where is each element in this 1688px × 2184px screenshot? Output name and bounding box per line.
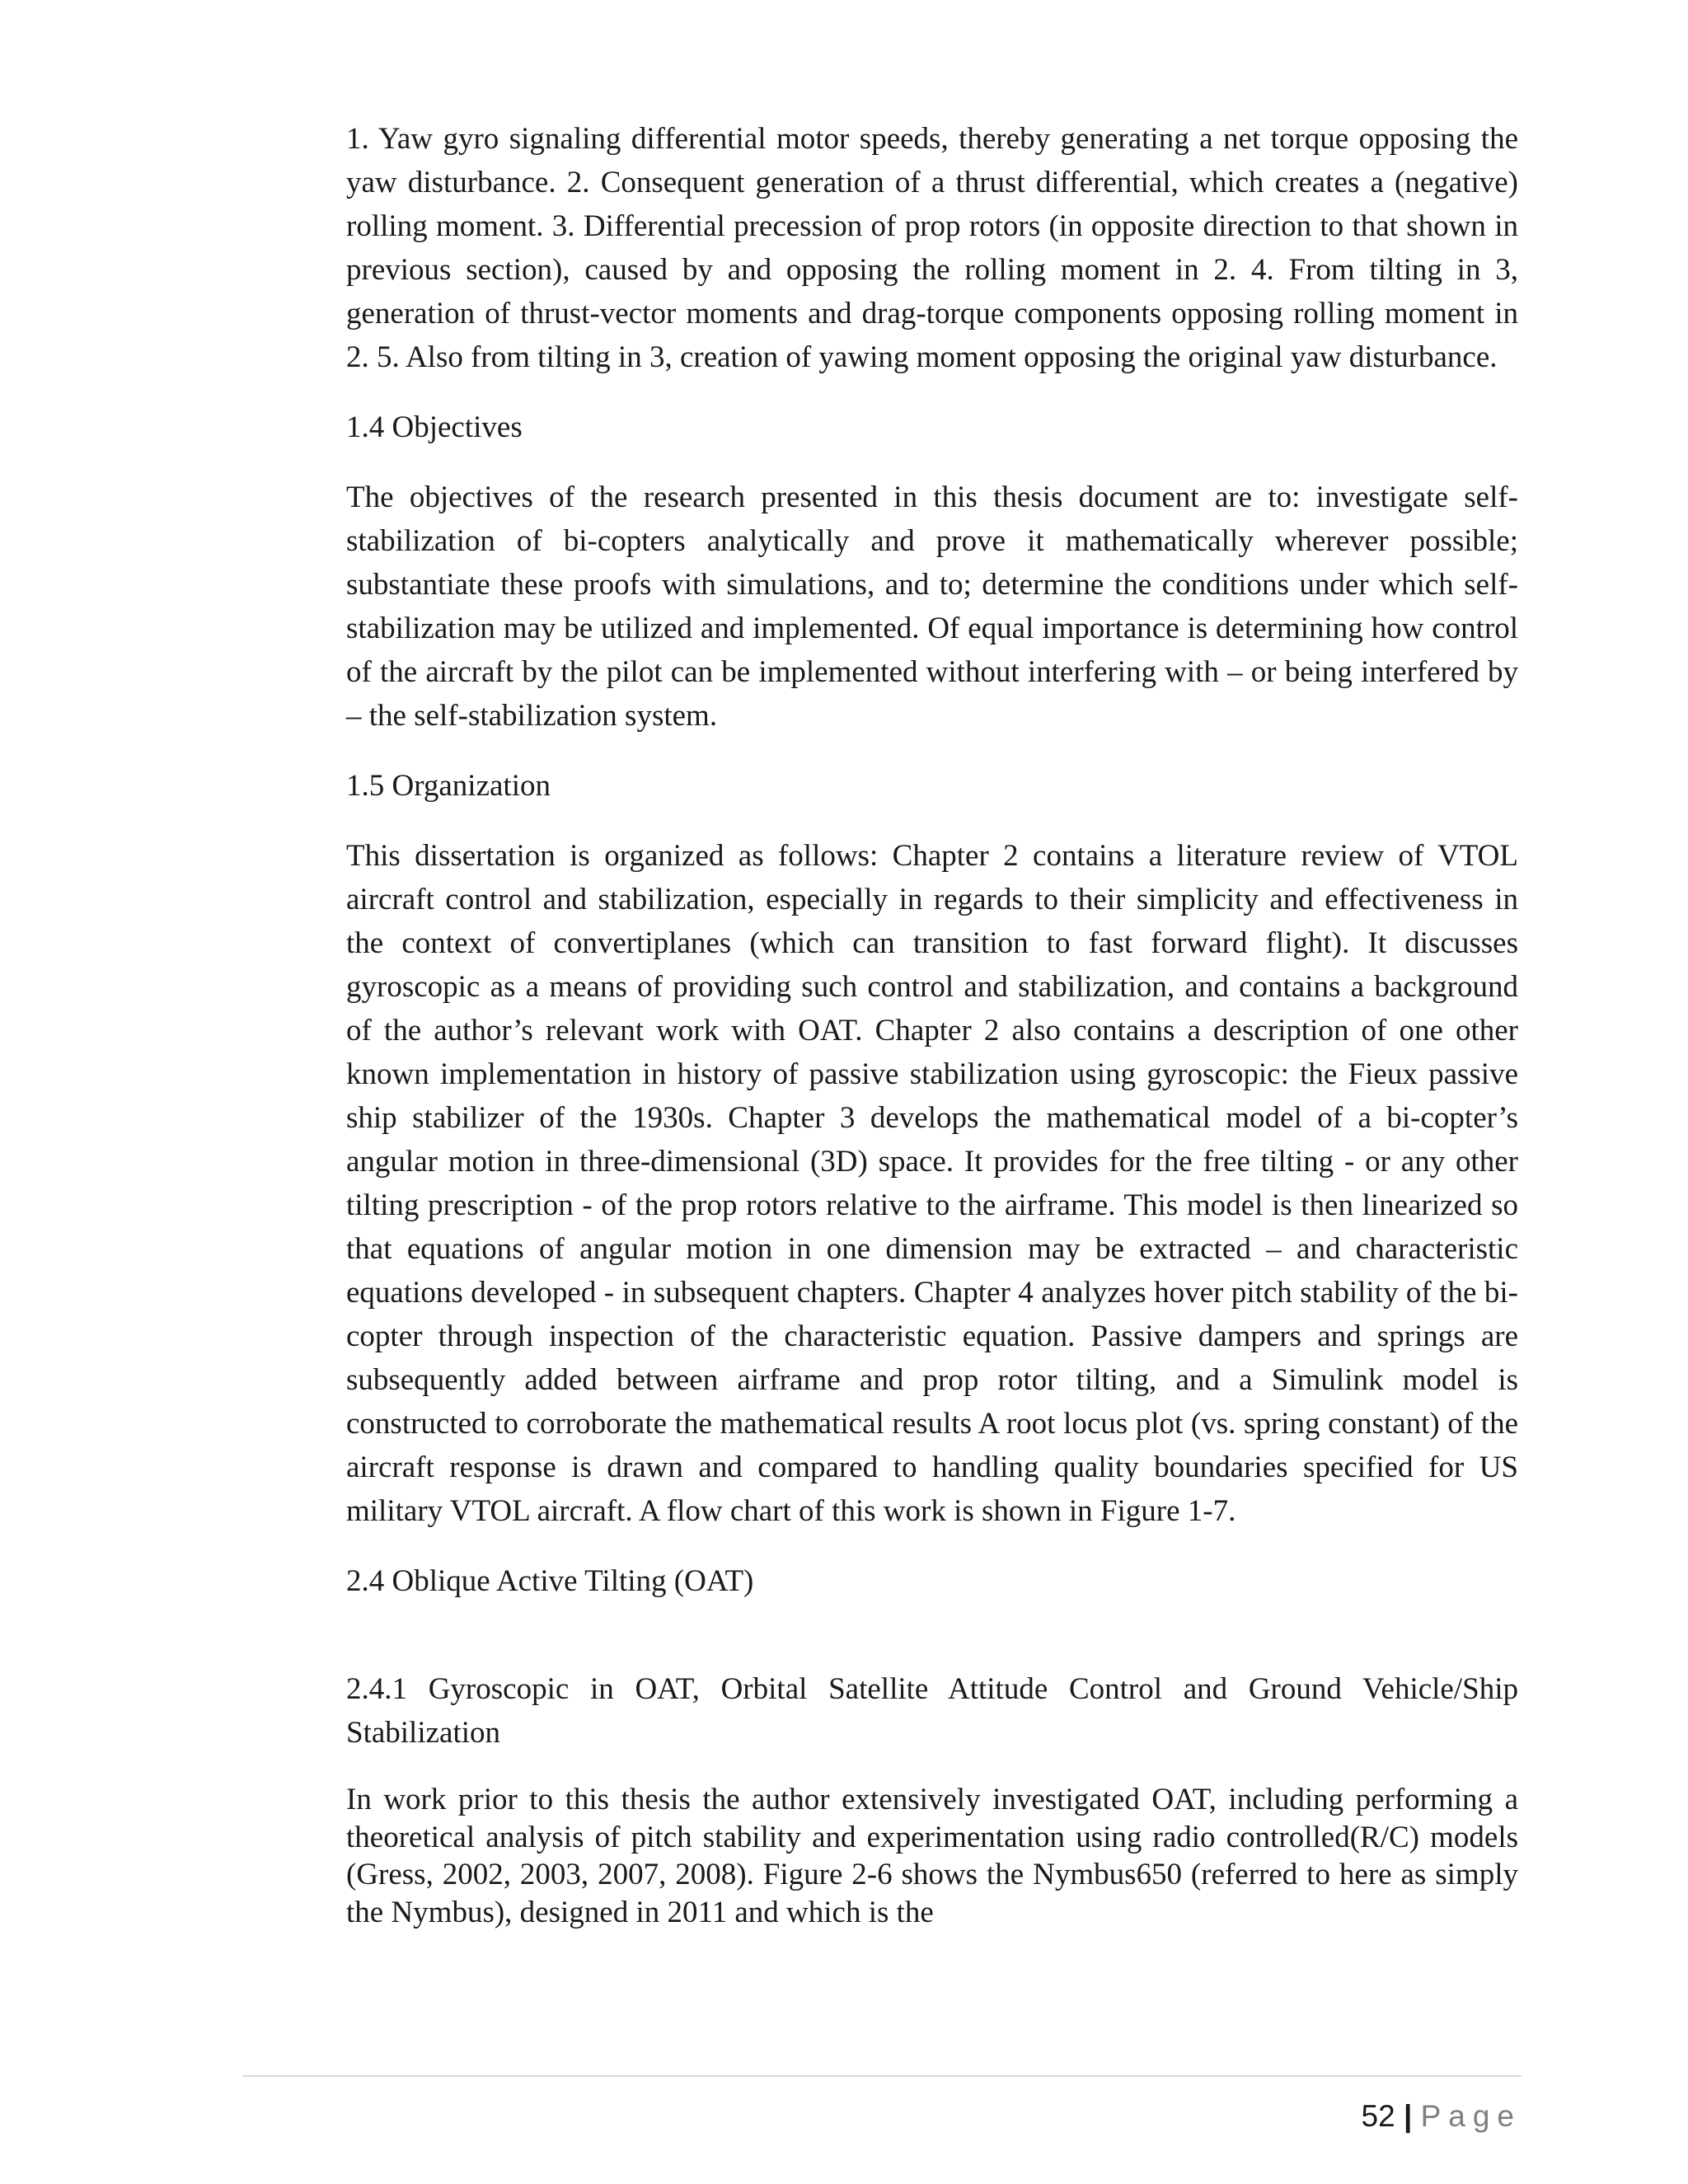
heading-oat: 2.4 Oblique Active Tilting (OAT) xyxy=(346,1564,754,1598)
page-number: 52 xyxy=(1361,2099,1395,2133)
heading-objectives: 1.4 Objectives xyxy=(346,410,523,444)
footer-divider xyxy=(242,2075,1522,2077)
paragraph-yaw-sequence: 1. Yaw gyro signaling differential motor speeds, thereby generating a net torque opposing the yaw disturbance. 2. Consequent generation of a thrust differential, which creates a (negative) rolling moment. 3. Differential precession of prop rotors (in opposite direction to that shown in previous section), caused by and opposing the rolling moment in 2. 4. From tilting in 3, generation of thrust-vector moments and drag-torque components opposing rolling moment in 2. 5. Also from tilting in 3, creation of yawing moment opposing the original yaw disturbance. xyxy=(346,122,1518,374)
page-footer xyxy=(1362,2097,1522,2136)
heading-organization: 1.5 Organization xyxy=(346,769,551,803)
paragraph-organization: This dissertation is organized as follows: Chapter 2 contains a literature review of VTOL aircraft control and stabilization, especially in regards to their simplicity and effectiveness in the context of convertiplanes (which can transition to fast forward flight). It discusses gyroscopic as a means of providing such control and stabilization, and contains a background of the author’s relevant work with OAT. Chapter 2 also contains a description of one other known implementation in history of passive stabilization using gyroscopic: the Fieux passive ship stabilizer of the 1930s. Chapter 3 develops the mathematical model of a bi-copter’s angular motion in three-dimensional (3D) space. It provides for the free tilting - or any other tilting prescription - of the prop rotors relative to the airframe. This model is then linearized so that equations of angular motion in one dimension may be extracted – and characteristic equations developed - in subsequent chapters. Chapter 4 analyzes hover pitch stability of the bi-copter through inspection of the characteristic equation. Passive dampers and springs are subsequently added between airframe and prop rotor tilting, and a Simulink model is constructed to corroborate the mathematical results A root locus plot (vs. spring constant) of the aircraft response is drawn and compared to handling quality boundaries specified for US military VTOL aircraft. A flow chart of this work is shown in Figure 1-7. xyxy=(346,839,1518,1528)
paragraph-objectives: The objectives of the research presented in this thesis document are to: investigate self-stabilization of bi-copters analytically and prove it mathematically wherever possible; substantiate these proofs with simulations, and to; determine the conditions under which self-stabilization may be utilized and implemented. Of equal importance is determining how control of the aircraft by the pilot can be implemented without interfering with – or being interfered by – the self-stabilization system. xyxy=(346,480,1518,733)
paragraph-oat-prior-work: In work prior to this thesis the author extensively investigated OAT, including performing a theoretical analysis of pitch stability and experimentation using radio controlled(R/C) models (Gress, 2002, 2003, 2007, 2008). Figure 2-6 shows the Nymbus650 (referred to here as simply the Nymbus), designed in 2011 and which is the xyxy=(346,1783,1518,1929)
page-label: Page xyxy=(1420,2099,1522,2133)
page-separator: | xyxy=(1403,2099,1413,2133)
heading-gyroscopic: 2.4.1 Gyroscopic in OAT, Orbital Satellite Attitude Control and Ground Vehicle/Ship Stabilization xyxy=(346,1672,1518,1750)
document-body xyxy=(346,117,1518,1931)
